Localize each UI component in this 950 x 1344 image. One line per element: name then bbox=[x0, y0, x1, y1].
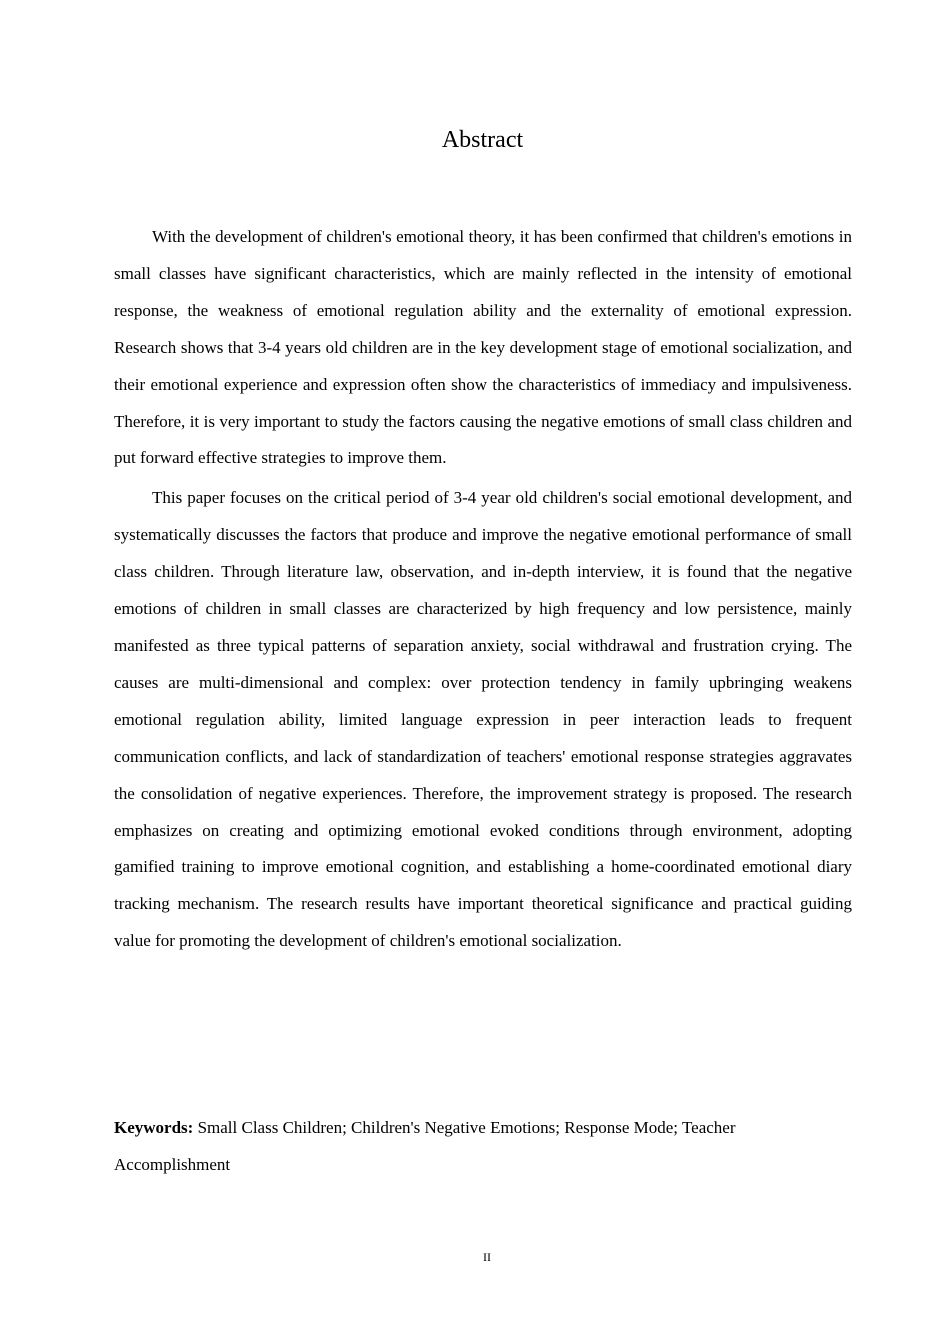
keywords-label: Keywords: bbox=[114, 1118, 194, 1137]
abstract-paragraph-2: This paper focuses on the critical period of 3-4 year old children's social emotional development, and systematically discusses the factors that produce and improve the negative emotional performance of small class children. Through literature law, observation, and in-depth interview, it is found that the negative emotions of children in small classes are characterized by high frequency and low persistence, mainly manifested as three typical patterns of separation anxiety, social withdrawal and frustration crying. The causes are multi-dimensional and complex: over protection tendency in family upbringing weakens emotional regulation ability, limited language expression in peer interaction leads to frequent communication conflicts, and lack of standardization of teachers' emotional response strategies aggravates the consolidation of negative experiences. Therefore, the improvement strategy is proposed. The research emphasizes on creating and optimizing emotional evoked conditions through environment, adopting gamified training to improve emotional cognition, and establishing a home-coordinated emotional diary tracking mechanism. The research results have important theoretical significance and practical guiding value for promoting the development of children's emotional socialization. bbox=[114, 488, 852, 951]
page-number: II bbox=[483, 1250, 491, 1264]
keywords-line bbox=[114, 1110, 852, 1184]
abstract-body bbox=[114, 219, 852, 963]
page-title: Abstract bbox=[441, 127, 524, 153]
abstract-paragraph-1: With the development of children's emotional theory, it has been confirmed that children's emotions in small classes have significant characteristics, which are mainly reflected in the intensity of emotional response, the weakness of emotional regulation ability and the externality of emotional expression. Research shows that 3-4 years old children are in the key development stage of emotional socialization, and their emotional experience and expression often show the characteristics of immediacy and impulsiveness. Therefore, it is very important to study the factors causing the negative emotions of small class children and put forward effective strategies to improve them. bbox=[114, 227, 852, 468]
keywords-text: Small Class Children; Children's Negative Emotions; Response Mode; Teacher Accomplishment bbox=[114, 1118, 736, 1174]
